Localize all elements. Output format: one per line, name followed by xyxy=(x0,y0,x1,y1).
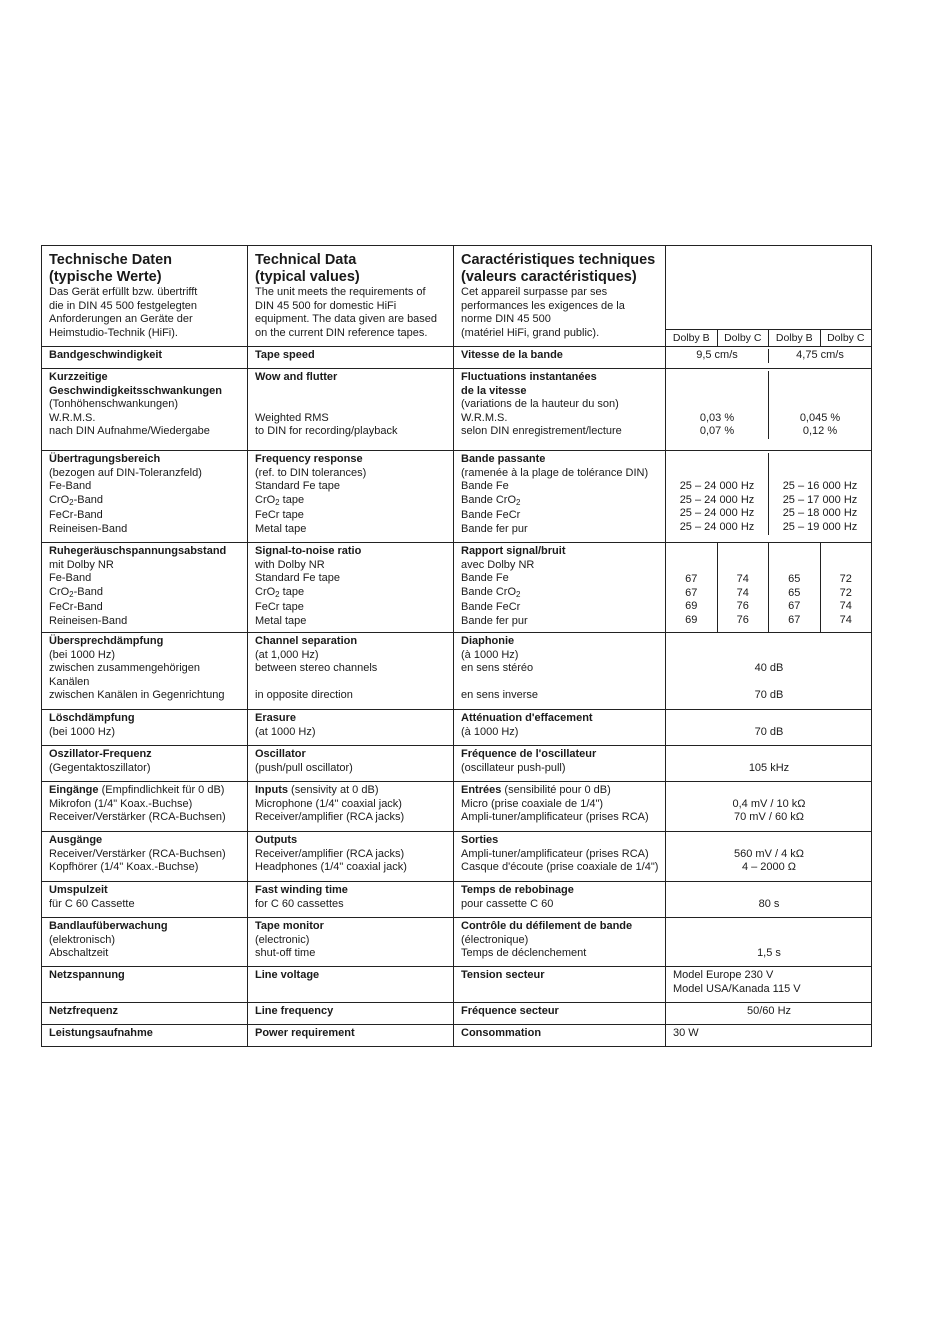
text-line: avec Dolby NR xyxy=(461,558,535,571)
row-signal-noise xyxy=(42,543,872,633)
text-line: Ampli-tuner/amplificateur (prises RCA) xyxy=(461,811,649,824)
text-line: Bande fer pur xyxy=(461,614,528,627)
value: 1,5 s xyxy=(757,947,781,960)
value: 50/60 Hz xyxy=(746,1005,792,1017)
text-line: (bei 1000 Hz) xyxy=(49,725,116,738)
value: 0,07 % xyxy=(699,425,735,438)
text-line: W.R.M.S. xyxy=(49,411,96,424)
label-fr: Tension secteur xyxy=(461,969,545,981)
label-fr: Temps de rebobinage xyxy=(461,884,574,896)
text-line: (at 1000 Hz) xyxy=(255,725,316,738)
text-line: CrO$_2$-Band xyxy=(49,585,103,599)
de-intro-line: Heimstudio-Technik (HiFi). xyxy=(49,326,178,339)
label-fr: Rapport signal/bruit xyxy=(461,545,566,557)
value: 74 xyxy=(839,600,852,613)
text-line: en sens stéréo xyxy=(461,662,534,675)
spec-table xyxy=(41,245,872,1047)
text-line: zwischen Kanälen in Gegenrichtung xyxy=(49,689,225,702)
label-de: Eingänge xyxy=(49,784,99,796)
text-line: (bezogen auf DIN-Toleranzfeld) xyxy=(49,466,202,479)
value: 105 kHz xyxy=(748,761,790,774)
en-intro-line: on the current DIN reference tapes. xyxy=(255,326,428,339)
text-line: Micro (prise coaxiale de 1/4") xyxy=(461,797,604,810)
text-line: between stereo channels xyxy=(255,662,378,675)
text-line: (bei 1000 Hz) xyxy=(49,648,116,661)
dolby-label: Dolby B xyxy=(768,329,820,346)
value: 25 – 16 000 Hz xyxy=(782,480,858,493)
text-line: Bande FeCr xyxy=(461,601,521,614)
label-de: Leistungsaufnahme xyxy=(49,1027,153,1039)
value: 65 xyxy=(788,573,801,585)
value: 25 – 17 000 Hz xyxy=(782,493,858,506)
text-line: (elektronisch) xyxy=(49,933,116,946)
value: Model USA/Kanada 115 V xyxy=(673,982,801,995)
text-line: mit Dolby NR xyxy=(49,558,114,571)
en-intro-line: equipment. The data given are based xyxy=(255,313,438,326)
label-fr: Consommation xyxy=(461,1027,542,1039)
value: 560 mV / 4 kΩ xyxy=(734,847,804,860)
label-en: Erasure xyxy=(255,712,296,724)
text-line: FeCr tape xyxy=(255,509,304,522)
en-intro-line: DIN 45 500 for domestic HiFi xyxy=(255,299,397,312)
label-de: Netzfrequenz xyxy=(49,1005,119,1017)
text-line: Kopfhörer (1/4" Koax.-Buchse) xyxy=(49,861,199,874)
label-de: Bandlaufüberwachung xyxy=(49,920,168,932)
value: 72 xyxy=(839,586,852,599)
label-de: Bandgeschwindigkeit xyxy=(49,349,163,361)
text-line: (Gegentaktoszillator) xyxy=(49,761,151,774)
text-line: Standard Fe tape xyxy=(255,480,341,493)
text-line: Abschaltzeit xyxy=(49,947,109,960)
row-tape-speed xyxy=(42,347,872,369)
text-line: (Empfindlichkeit für 0 dB) xyxy=(98,784,225,796)
text-line: in opposite direction xyxy=(255,689,353,702)
label-en: Inputs xyxy=(255,784,288,796)
value: 74 xyxy=(736,573,749,585)
label-de: Ausgänge xyxy=(49,834,103,846)
value: 25 – 24 000 Hz xyxy=(679,480,755,493)
text-line: en sens inverse xyxy=(461,689,539,702)
de-title: Technische Daten xyxy=(49,252,173,268)
text-line: Mikrofon (1/4" Koax.-Buchse) xyxy=(49,797,193,810)
text-line: (ramenée à la plage de tolérance DIN) xyxy=(461,466,649,479)
de-title-sub: (typische Werte) xyxy=(49,269,162,285)
text-line: Receiver/Verstärker (RCA-Buchsen) xyxy=(49,847,226,860)
label-fr: Sorties xyxy=(461,834,499,846)
label-de: Umspulzeit xyxy=(49,884,108,896)
value: 0,045 % xyxy=(799,411,841,424)
dolby-label: Dolby B xyxy=(666,329,717,346)
value: 30 W xyxy=(673,1027,699,1039)
label-fr: Atténuation d'effacement xyxy=(461,712,593,724)
value: 80 s xyxy=(758,897,780,910)
label-en: Oscillator xyxy=(255,748,306,760)
text-line: (ref. to DIN tolerances) xyxy=(255,466,367,479)
text-line: Reineisen-Band xyxy=(49,614,128,627)
text-line: Fe-Band xyxy=(49,572,92,585)
value: 0,4 mV / 10 kΩ xyxy=(732,797,806,810)
label-de: Oszillator-Frequenz xyxy=(49,748,152,760)
value: 74 xyxy=(736,586,749,599)
text-line: for C 60 cassettes xyxy=(255,897,344,910)
value: 76 xyxy=(736,613,749,626)
label-en: Line voltage xyxy=(255,969,320,981)
text-line: CrO$_2$ tape xyxy=(255,493,305,507)
text-line: FeCr tape xyxy=(255,601,304,614)
row-power xyxy=(42,1025,872,1047)
text-line: Weighted RMS xyxy=(255,411,329,424)
text-line: zwischen zusammengehörigen xyxy=(49,662,201,675)
text-line: (oscillateur push-pull) xyxy=(461,761,566,774)
row-line-frequency xyxy=(42,1003,872,1025)
value: 25 – 24 000 Hz xyxy=(679,493,755,506)
text-line: Standard Fe tape xyxy=(255,572,341,585)
value: 25 – 24 000 Hz xyxy=(679,507,755,520)
text-line: (à 1000 Hz) xyxy=(461,725,519,738)
value: 74 xyxy=(839,613,852,626)
text-line: (sensivity at 0 dB) xyxy=(288,784,379,796)
text-line: (électronique) xyxy=(461,933,529,946)
value: 70 dB xyxy=(754,725,784,738)
text-line: Headphones (1/4" coaxial jack) xyxy=(255,861,407,874)
text-line: Bande FeCr xyxy=(461,509,521,522)
row-oscillator xyxy=(42,746,872,782)
text-line: with Dolby NR xyxy=(255,558,325,571)
label-de: Übertragungsbereich xyxy=(49,453,161,465)
value: 25 – 24 000 Hz xyxy=(679,520,755,533)
value-4-75: 4,75 cm/s xyxy=(768,349,871,363)
label-en: Tape monitor xyxy=(255,920,324,932)
value: 65 xyxy=(788,586,801,599)
label-de: Geschwindigkeitsschwankungen xyxy=(49,384,222,397)
label-fr: Diaphonie xyxy=(461,635,515,647)
value: 69 xyxy=(685,600,698,613)
text-line: Bande Fe xyxy=(461,480,509,493)
value: 25 – 18 000 Hz xyxy=(782,507,858,520)
text-line: (sensibilité pour 0 dB) xyxy=(501,784,611,796)
value: 67 xyxy=(685,573,698,585)
text-line: W.R.M.S. xyxy=(461,411,508,424)
text-line: CrO$_2$-Band xyxy=(49,493,103,507)
label-de: Löschdämpfung xyxy=(49,712,135,724)
row-frequency-response xyxy=(42,451,872,543)
row-outputs xyxy=(42,832,872,882)
value: 40 dB xyxy=(754,662,784,675)
fr-intro-line: performances les exigences de la xyxy=(461,299,625,312)
label-en: Wow and flutter xyxy=(255,371,338,383)
row-tape-monitor xyxy=(42,918,872,967)
row-line-voltage xyxy=(42,967,872,1003)
de-intro-line: die in DIN 45 500 festgelegten xyxy=(49,299,197,312)
text-line: Receiver/amplifier (RCA jacks) xyxy=(255,847,405,860)
header-fr xyxy=(454,246,666,347)
value: 69 xyxy=(685,613,698,626)
text-line: Receiver/amplifier (RCA jacks) xyxy=(255,811,405,824)
en-title-sub: (typical values) xyxy=(255,269,360,285)
header-de xyxy=(42,246,248,347)
value: 25 – 19 000 Hz xyxy=(782,520,858,533)
value: 70 mV / 60 kΩ xyxy=(734,811,804,824)
text-line: selon DIN enregistrement/lecture xyxy=(461,425,622,438)
value: 67 xyxy=(685,586,698,599)
value: 72 xyxy=(839,573,852,585)
dolby-header xyxy=(666,329,871,346)
text-line: CrO$_2$ tape xyxy=(255,585,305,599)
label-de: Netzspannung xyxy=(49,969,125,981)
label-de: Kurzzeitige xyxy=(49,371,108,383)
label-fr: Fluctuations instantanées xyxy=(461,371,597,383)
label-en: Channel separation xyxy=(255,635,358,647)
dolby-label: Dolby C xyxy=(820,329,872,346)
fr-intro-line: norme DIN 45 500 xyxy=(461,313,551,326)
value: 0,12 % xyxy=(802,425,838,438)
value: 76 xyxy=(736,600,749,613)
label-fr: Contrôle du défilement de bande xyxy=(461,920,633,932)
text-line: Metal tape xyxy=(255,522,307,535)
de-intro-line: Das Gerät erfüllt bzw. übertrifft xyxy=(49,286,198,298)
label-fr: Fréquence secteur xyxy=(461,1005,559,1017)
text-line: Bande fer pur xyxy=(461,522,528,535)
row-channel-separation xyxy=(42,633,872,710)
label-fr: de la vitesse xyxy=(461,384,527,397)
en-intro-line: The unit meets the requirements of xyxy=(255,286,426,298)
label-en: Power requirement xyxy=(255,1027,355,1039)
label-fr: Fréquence de l'oscillateur xyxy=(461,748,597,760)
text-line: Bande CrO$_2$ xyxy=(461,585,521,599)
text-line: Microphone (1/4" coaxial jack) xyxy=(255,797,402,810)
fr-title-sub: (valeurs caractéristiques) xyxy=(461,269,637,285)
label-en: Outputs xyxy=(255,834,298,846)
text-line: Temps de déclenchement xyxy=(461,947,587,960)
label-en: Fast winding time xyxy=(255,884,348,896)
text-line: Ampli-tuner/amplificateur (prises RCA) xyxy=(461,847,649,860)
value: 4 – 2000 Ω xyxy=(741,861,797,874)
value: 0,03 % xyxy=(699,411,735,424)
text-line: nach DIN Aufnahme/Wiedergabe xyxy=(49,425,210,438)
label-de: Übersprechdämpfung xyxy=(49,635,164,647)
text-line: Bande Fe xyxy=(461,572,509,585)
fr-intro-line: Cet appareil surpasse par ses xyxy=(461,286,608,298)
text-line: Kanälen xyxy=(49,675,90,688)
text-line: (at 1,000 Hz) xyxy=(255,648,319,661)
label-fr: Vitesse de la bande xyxy=(461,349,563,361)
row-wow-flutter xyxy=(42,369,872,451)
text-line: FeCr-Band xyxy=(49,601,103,614)
header-row xyxy=(42,246,872,347)
text-line: to DIN for recording/playback xyxy=(255,425,398,438)
text-line: Reineisen-Band xyxy=(49,522,128,535)
label-en: Tape speed xyxy=(255,349,315,361)
en-title: Technical Data xyxy=(255,252,357,268)
row-fast-winding xyxy=(42,882,872,918)
label-en: Signal-to-noise ratio xyxy=(255,545,362,557)
row-erasure xyxy=(42,710,872,746)
row-inputs xyxy=(42,782,872,832)
text-line: shut-off time xyxy=(255,947,316,960)
label-en: Line frequency xyxy=(255,1005,334,1017)
label-fr: Entrées xyxy=(461,784,502,796)
fr-title: Caractéristiques techniques xyxy=(461,252,656,268)
text-line: pour cassette C 60 xyxy=(461,897,554,910)
value: 67 xyxy=(788,613,801,626)
text-line: (electronic) xyxy=(255,933,310,946)
label-fr: Bande passante xyxy=(461,453,546,465)
header-en xyxy=(248,246,454,347)
text-line: Receiver/Verstärker (RCA-Buchsen) xyxy=(49,811,226,824)
fr-intro-line: (matériel HiFi, grand public). xyxy=(461,326,600,339)
text-line: (Tonhöhenschwankungen) xyxy=(49,398,179,411)
value: 70 dB xyxy=(754,689,784,702)
de-intro-line: Anforderungen an Geräte der xyxy=(49,313,193,326)
dolby-label: Dolby C xyxy=(717,329,769,346)
text-line: Casque d'écoute (prise coaxiale de 1/4") xyxy=(461,861,659,874)
value: Model Europe 230 V xyxy=(673,969,774,981)
text-line: Metal tape xyxy=(255,614,307,627)
label-en: Frequency response xyxy=(255,453,363,465)
text-line: (à 1000 Hz) xyxy=(461,648,519,661)
text-line: für C 60 Cassette xyxy=(49,897,135,910)
text-line: Bande CrO$_2$ xyxy=(461,493,521,507)
text-line: (push/pull oscillator) xyxy=(255,761,353,774)
text-line: FeCr-Band xyxy=(49,509,103,522)
value: 67 xyxy=(788,600,801,613)
value-9-5: 9,5 cm/s xyxy=(696,349,738,361)
text-line: Fe-Band xyxy=(49,480,92,493)
header-values xyxy=(666,246,872,347)
label-de: Ruhegeräuschspannungsabstand xyxy=(49,545,227,557)
text-line: (variations de la hauteur du son) xyxy=(461,398,619,411)
